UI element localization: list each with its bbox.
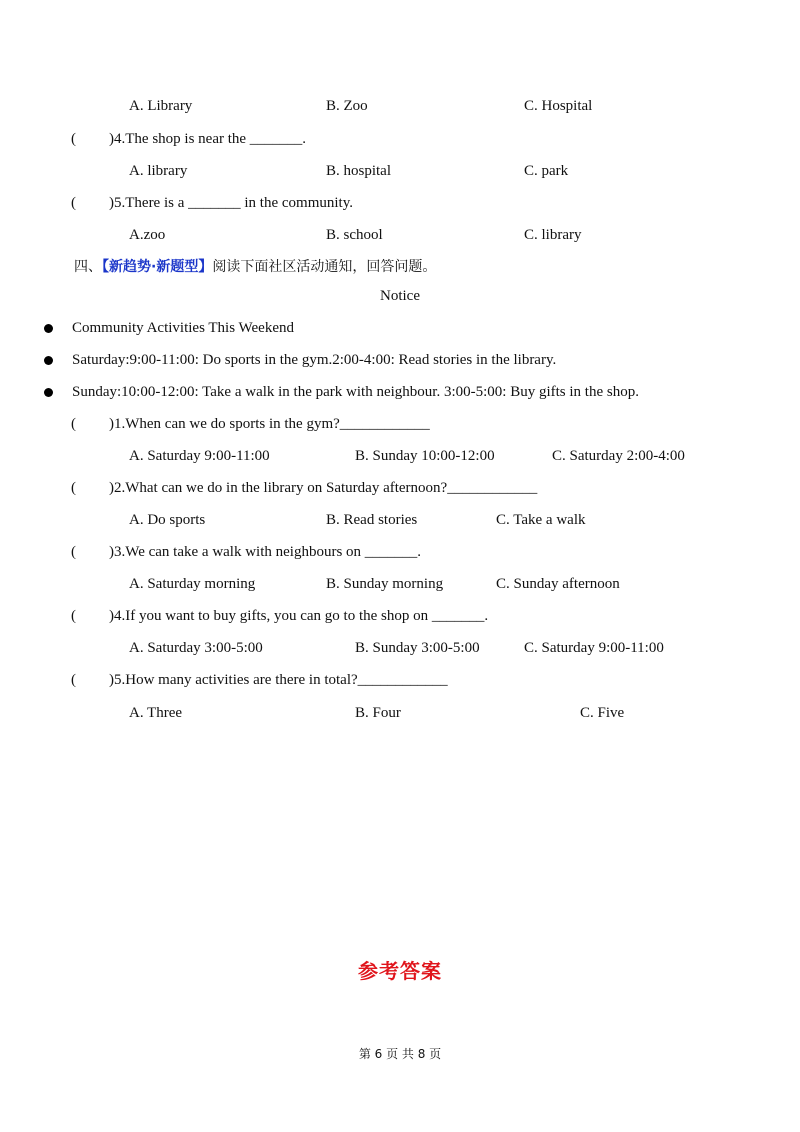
option-c: C. library bbox=[524, 227, 582, 243]
question-text: )3.We can take a walk with neighbours on _______. bbox=[109, 544, 422, 560]
option-a: A. Saturday morning bbox=[129, 576, 256, 592]
answer-blank-paren: ( bbox=[71, 608, 76, 624]
answer-key-heading: 参考答案 bbox=[358, 959, 442, 983]
option-a: A. Do sports bbox=[129, 512, 206, 528]
section-instruction: 阅读下面社区活动通知，回答问题。 bbox=[212, 259, 437, 275]
option-c: C. Saturday 2:00-4:00 bbox=[552, 448, 685, 464]
bullet-icon bbox=[44, 356, 53, 365]
option-c: C. park bbox=[524, 163, 569, 179]
answer-blank-paren: ( bbox=[71, 480, 76, 496]
answer-blank-paren: ( bbox=[71, 544, 76, 560]
option-a: A. Saturday 3:00-5:00 bbox=[129, 640, 263, 656]
option-c: C. Take a walk bbox=[496, 512, 586, 528]
option-c: C. Five bbox=[580, 705, 625, 721]
question-text: )4.If you want to buy gifts, you can go to the shop on _______. bbox=[109, 608, 489, 624]
question-text: )4.The shop is near the _______. bbox=[109, 131, 307, 147]
bullet-icon bbox=[44, 388, 53, 397]
notice-item: Saturday:9:00-11:00: Do sports in the gym.2:00-4:00: Read stories in the library. bbox=[72, 352, 557, 368]
option-a: A. library bbox=[129, 163, 188, 179]
option-b: B. Four bbox=[355, 705, 401, 721]
option-b: B. Sunday morning bbox=[326, 576, 444, 592]
option-b: B. hospital bbox=[326, 163, 392, 179]
option-a: A. Saturday 9:00-11:00 bbox=[129, 448, 270, 464]
section-heading bbox=[74, 257, 436, 277]
option-a: A. Three bbox=[129, 705, 183, 721]
answer-blank-paren: ( bbox=[71, 131, 76, 147]
option-c: C. Sunday afternoon bbox=[496, 576, 620, 592]
notice-title: Notice bbox=[380, 288, 420, 304]
option-b: B. Zoo bbox=[326, 98, 368, 114]
option-b: B. school bbox=[326, 227, 383, 243]
answer-blank-paren: ( bbox=[71, 416, 76, 432]
question-text: )5.There is a _______ in the community. bbox=[109, 195, 353, 211]
notice-item: Sunday:10:00-12:00: Take a walk in the park with neighbour. 3:00-5:00: Buy gifts in the shop. bbox=[72, 384, 639, 400]
option-a: A. Library bbox=[129, 98, 193, 114]
option-b: B. Read stories bbox=[326, 512, 418, 528]
option-c: C. Saturday 9:00-11:00 bbox=[524, 640, 664, 656]
answer-blank-paren: ( bbox=[71, 195, 76, 211]
option-c: C. Hospital bbox=[524, 98, 593, 114]
question-text: )2.What can we do in the library on Saturday afternoon?____________ bbox=[109, 480, 538, 496]
question-text: )5.How many activities are there in total?____________ bbox=[109, 672, 448, 688]
option-b: B. Sunday 3:00-5:00 bbox=[355, 640, 480, 656]
notice-item: Community Activities This Weekend bbox=[72, 320, 294, 336]
question-text: )1.When can we do sports in the gym?____________ bbox=[109, 416, 430, 432]
option-a: A.zoo bbox=[129, 227, 166, 243]
page-footer: 第 6 页 共 8 页 bbox=[358, 1047, 442, 1061]
bullet-icon bbox=[44, 324, 53, 333]
option-b: B. Sunday 10:00-12:00 bbox=[355, 448, 495, 464]
answer-blank-paren: ( bbox=[71, 672, 76, 688]
section-tag: 【新趋势·新题型】 bbox=[102, 259, 213, 275]
section-number: 四、 bbox=[74, 259, 102, 275]
